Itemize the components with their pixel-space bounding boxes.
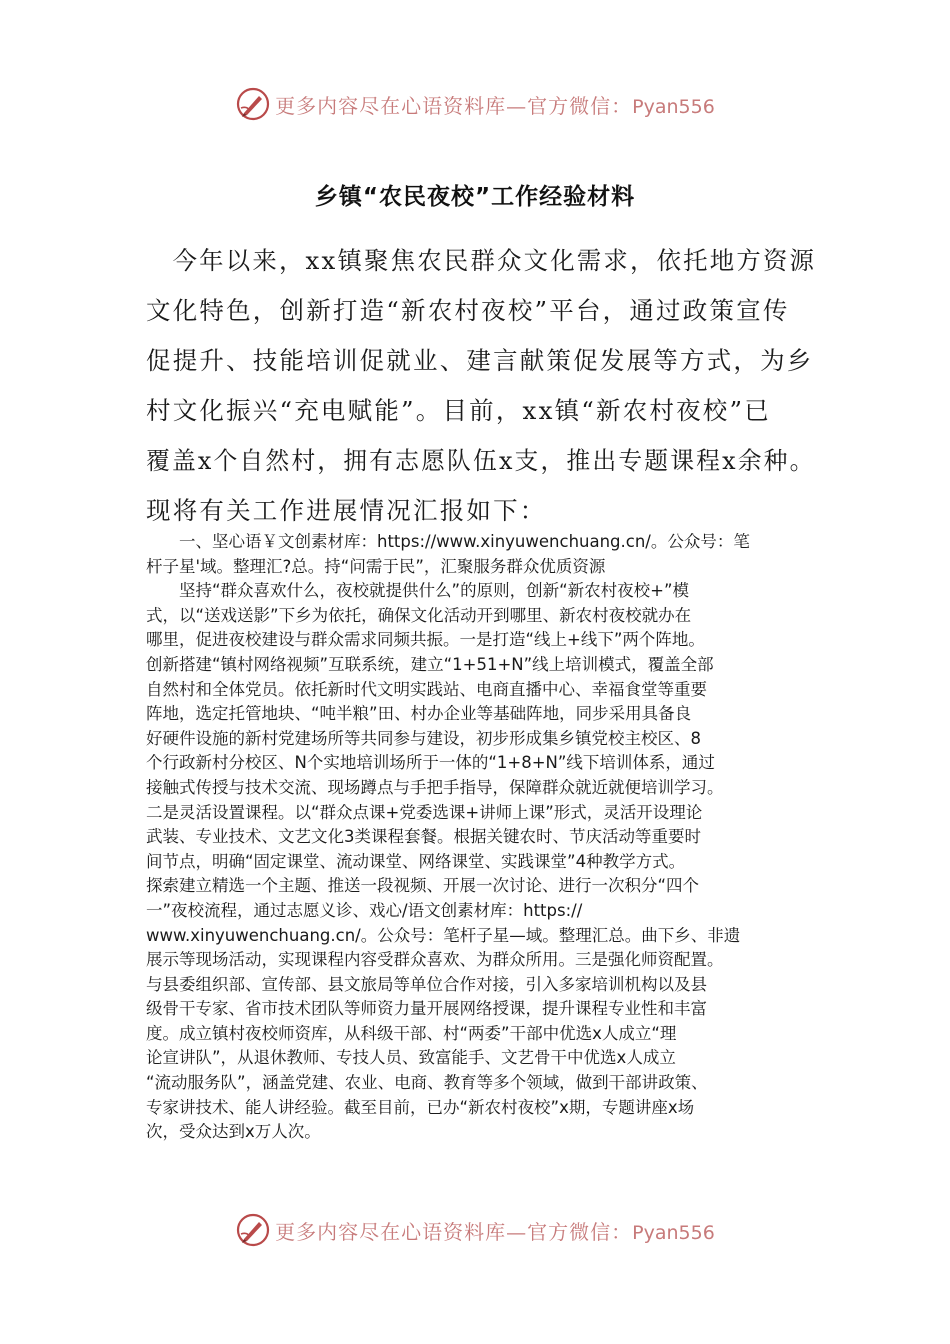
body-line: 好硬件设施的新村党建场所等共同参与建设，初步形成集乡镇党校主校区、8 xyxy=(146,728,701,748)
body-line: 论宣讲队”，从退休教师、专技人员、致富能手、文艺骨干中优选x人成立 xyxy=(146,1048,676,1068)
body-line: 接触式传授与技术交流、现场蹲点与手把手指导，保障群众就近就便培训学习。 xyxy=(146,777,724,797)
intro-line: 今年以来，xx镇聚焦农民群众文化需求，依托地方资源 xyxy=(146,246,817,275)
pen-logo-icon xyxy=(235,86,271,122)
body-line: 度。成立镇村夜校师资库，从科级干部、村“两委”干部中优选x人成立“理 xyxy=(146,1023,677,1043)
intro-line: 现将有关工作进展情况汇报如下： xyxy=(146,496,547,525)
body-text xyxy=(146,530,811,1145)
body-line: 式，以“送戏送影”下乡为依托，确保文化活动开到哪里、新农村夜校就办在 xyxy=(146,605,692,625)
intro-paragraph xyxy=(146,236,816,536)
body-line: 哪里，促进夜校建设与群众需求同频共振。一是打造“线上+线下”两个阵地。 xyxy=(146,630,705,650)
body-line: 自然村和全体党员。依托新时代文明实践站、电商直播中心、幸福食堂等重要 xyxy=(146,679,707,699)
body-line: 一、坚心语￥文创素材库：https://www.xinyuwenchuang.cn/。公众号：笔 xyxy=(146,532,750,551)
body-line: 级骨干专家、省市技术团队等师资力量开展网络授课，提升课程专业性和丰富 xyxy=(146,999,707,1019)
intro-line: 文化特色，创新打造“新农村夜校”平台，通过政策宣传 xyxy=(146,296,790,325)
intro-line: 促提升、技能培训促就业、建言献策促发展等方式，为乡 xyxy=(146,346,814,375)
body-line: www.xinyuwenchuang.cn/。公众号：笔杆子星—域。整理汇总。曲下乡、非遗 xyxy=(146,925,741,945)
pen-logo-icon xyxy=(235,1212,271,1248)
body-line: 个行政新村分校区、N个实地培训场所于一体的“1+8+N”线下培训体系，通过 xyxy=(146,753,715,773)
footer-banner xyxy=(0,1210,950,1250)
body-line: 杆子星'域。整理汇?总。持“问需于民”，汇聚服务群众优质资源 xyxy=(146,556,606,576)
body-line: 专家讲技术、能人讲经验。截至目前，已办“新农村夜校”x期，专题讲座x场 xyxy=(146,1097,695,1117)
body-line: 次，受众达到x万人次。 xyxy=(146,1122,321,1142)
body-line: 间节点，明确“固定课堂、流动课堂、网络课堂、实践课堂”4种教学方式。 xyxy=(146,851,686,871)
body-line: 展示等现场活动，实现课程内容受群众喜欢、为群众所用。三是强化师资配置。 xyxy=(146,950,724,970)
intro-line: 村文化振兴“充电赋能”。目前，xx镇“新农村夜校”已 xyxy=(146,396,771,425)
body-line: “流动服务队”，涵盖党建、农业、电商、教育等多个领域，做到干部讲政策、 xyxy=(146,1073,708,1093)
body-line: 探索建立精选一个主题、推送一段视频、开展一次讨论、进行一次积分“四个 xyxy=(146,876,700,896)
wechat-id: Pyan556 xyxy=(632,1221,715,1244)
banner-text: 更多内容尽在心语资料库—官方微信：Pyan556 xyxy=(275,93,715,118)
intro-line: 覆盖x个自然村，拥有志愿队伍x支，推出专题课程x余种。 xyxy=(146,446,816,475)
document-title: 乡镇“农民夜校”工作经验材料 xyxy=(314,184,636,210)
wechat-id: Pyan556 xyxy=(632,95,715,118)
body-line: 创新搭建“镇村网络视频”互联系统，建立“1+51+N”线上培训模式，覆盖全部 xyxy=(146,654,714,674)
header-banner xyxy=(0,84,950,124)
body-line: 武装、专业技术、文艺文化3类课程套餐。根据关键农时、节庆活动等重要时 xyxy=(146,827,701,847)
body-line: 与县委组织部、宣传部、县文旅局等单位合作对接，引入多家培训机构以及县 xyxy=(146,974,707,994)
banner-text: 更多内容尽在心语资料库—官方微信：Pyan556 xyxy=(275,1219,715,1244)
body-line: 二是灵活设置课程。以“群众点课+党委选课+讲师上课”形式，灵活开设理论 xyxy=(146,802,703,822)
body-line: 阵地，选定托管地块、“吨半粮”田、村办企业等基础阵地，同步采用具备良 xyxy=(146,704,692,724)
body-line: 一”夜校流程，通过志愿义诊、戏心/语文创素材库：https:// xyxy=(146,900,583,920)
body-line: 坚持“群众喜欢什么，夜校就提供什么”的原则，创新“新农村夜校+”模 xyxy=(146,581,690,601)
